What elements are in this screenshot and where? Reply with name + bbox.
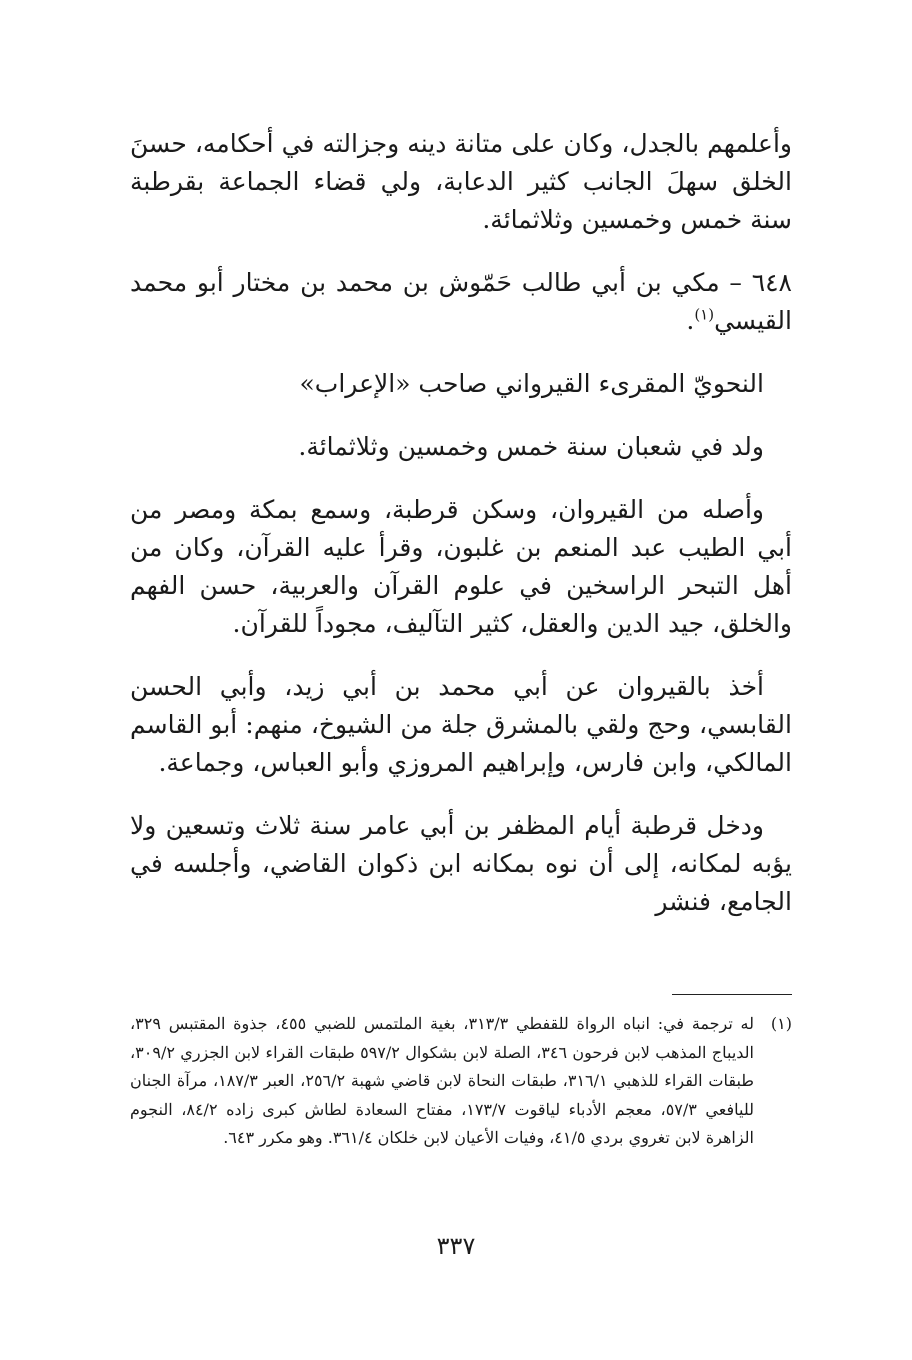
paragraph: ولد في شعبان سنة خمس وخمسين وثلاثمائة. <box>298 432 764 461</box>
entry-heading <box>130 264 792 340</box>
page-number: ٣٣٧ <box>436 1232 476 1260</box>
entry-heading-text: ٦٤٨ – مكي بن أبي طالب حَمّوش بن محمد بن مختار أبو محمد القيسي <box>130 268 792 335</box>
footnote-reference[interactable]: (١) <box>694 305 715 324</box>
paragraph: أخذ بالقيروان عن أبي محمد بن أبي زيد، وأبي الحسن القابسي، وحج ولقي بالمشرق جلة من الشيوخ، منهم: أبو القاسم المالكي، وابن فارس، وإبراهيم المروزي وأبو العباس، وجماعة. <box>130 672 792 777</box>
paragraph: وأعلمهم بالجدل، وكان على متانة دينه وجزالته في أحكامه، حسنَ الخلق سهلَ الجانب كثير الدعابة، ولي قضاء الجماعة بقرطبة سنة خمس وخمسين وثلاثمائة. <box>130 129 792 234</box>
paragraph: ودخل قرطبة أيام المظفر بن أبي عامر سنة ثلاث وتسعين ولا يؤبه لمكانه، إلى أن نوه بمكانه ابن ذكوان القاضي، وأجلسه في الجامع، فنشر <box>130 811 792 916</box>
footnote <box>130 1010 792 1153</box>
footnote-text: له ترجمة في: انباه الرواة للقفطي ٣١٣/٣، بغية الملتمس للضبي ٤٥٥، جذوة المقتبس ٣٢٩، الديباج المذهب لابن فرحون ٣٤٦، الصلة لابن بشكوال ٥٩٧/٢ طبقات القراء لابن الجزري ٣٠٩/٢، طبقات القراء للذهبي ٣١٦/١، طبقات النحاة لابن قاضي شهبة ٢٥٦/٢، العبر ١٨٧/٣، مرآة الجنان لليافعي ٥٧/٣، معجم الأدباء لياقوت ١٧٣/٧، مفتاح السعادة لطاش كبرى زاده ٨٤/٢، النجوم الزاهرة لابن تغروي بردي ٤١/٥، وفيات الأعيان لابن خلكان ٣٦١/٤. وهو مكرر ٦٤٣. <box>130 1014 755 1147</box>
main-text <box>130 125 792 946</box>
footnote-marker: (١) <box>770 1014 792 1033</box>
paragraph: وأصله من القيروان، وسكن قرطبة، وسمع بمكة ومصر من أبي الطيب عبد المنعم بن غلبون، وقرأ عليه القرآن، وكان من أهل التبحر الراسخين في علوم القرآن والعربية، حسن الفهم والخلق، جيد الدين والعقل، كثير التآليف، مجوداً للقرآن. <box>130 495 792 638</box>
footnote-separator <box>672 994 792 995</box>
entry-heading-end: . <box>686 306 695 335</box>
paragraph: النحويّ المقرىء القيرواني صاحب «الإعراب» <box>299 369 764 398</box>
